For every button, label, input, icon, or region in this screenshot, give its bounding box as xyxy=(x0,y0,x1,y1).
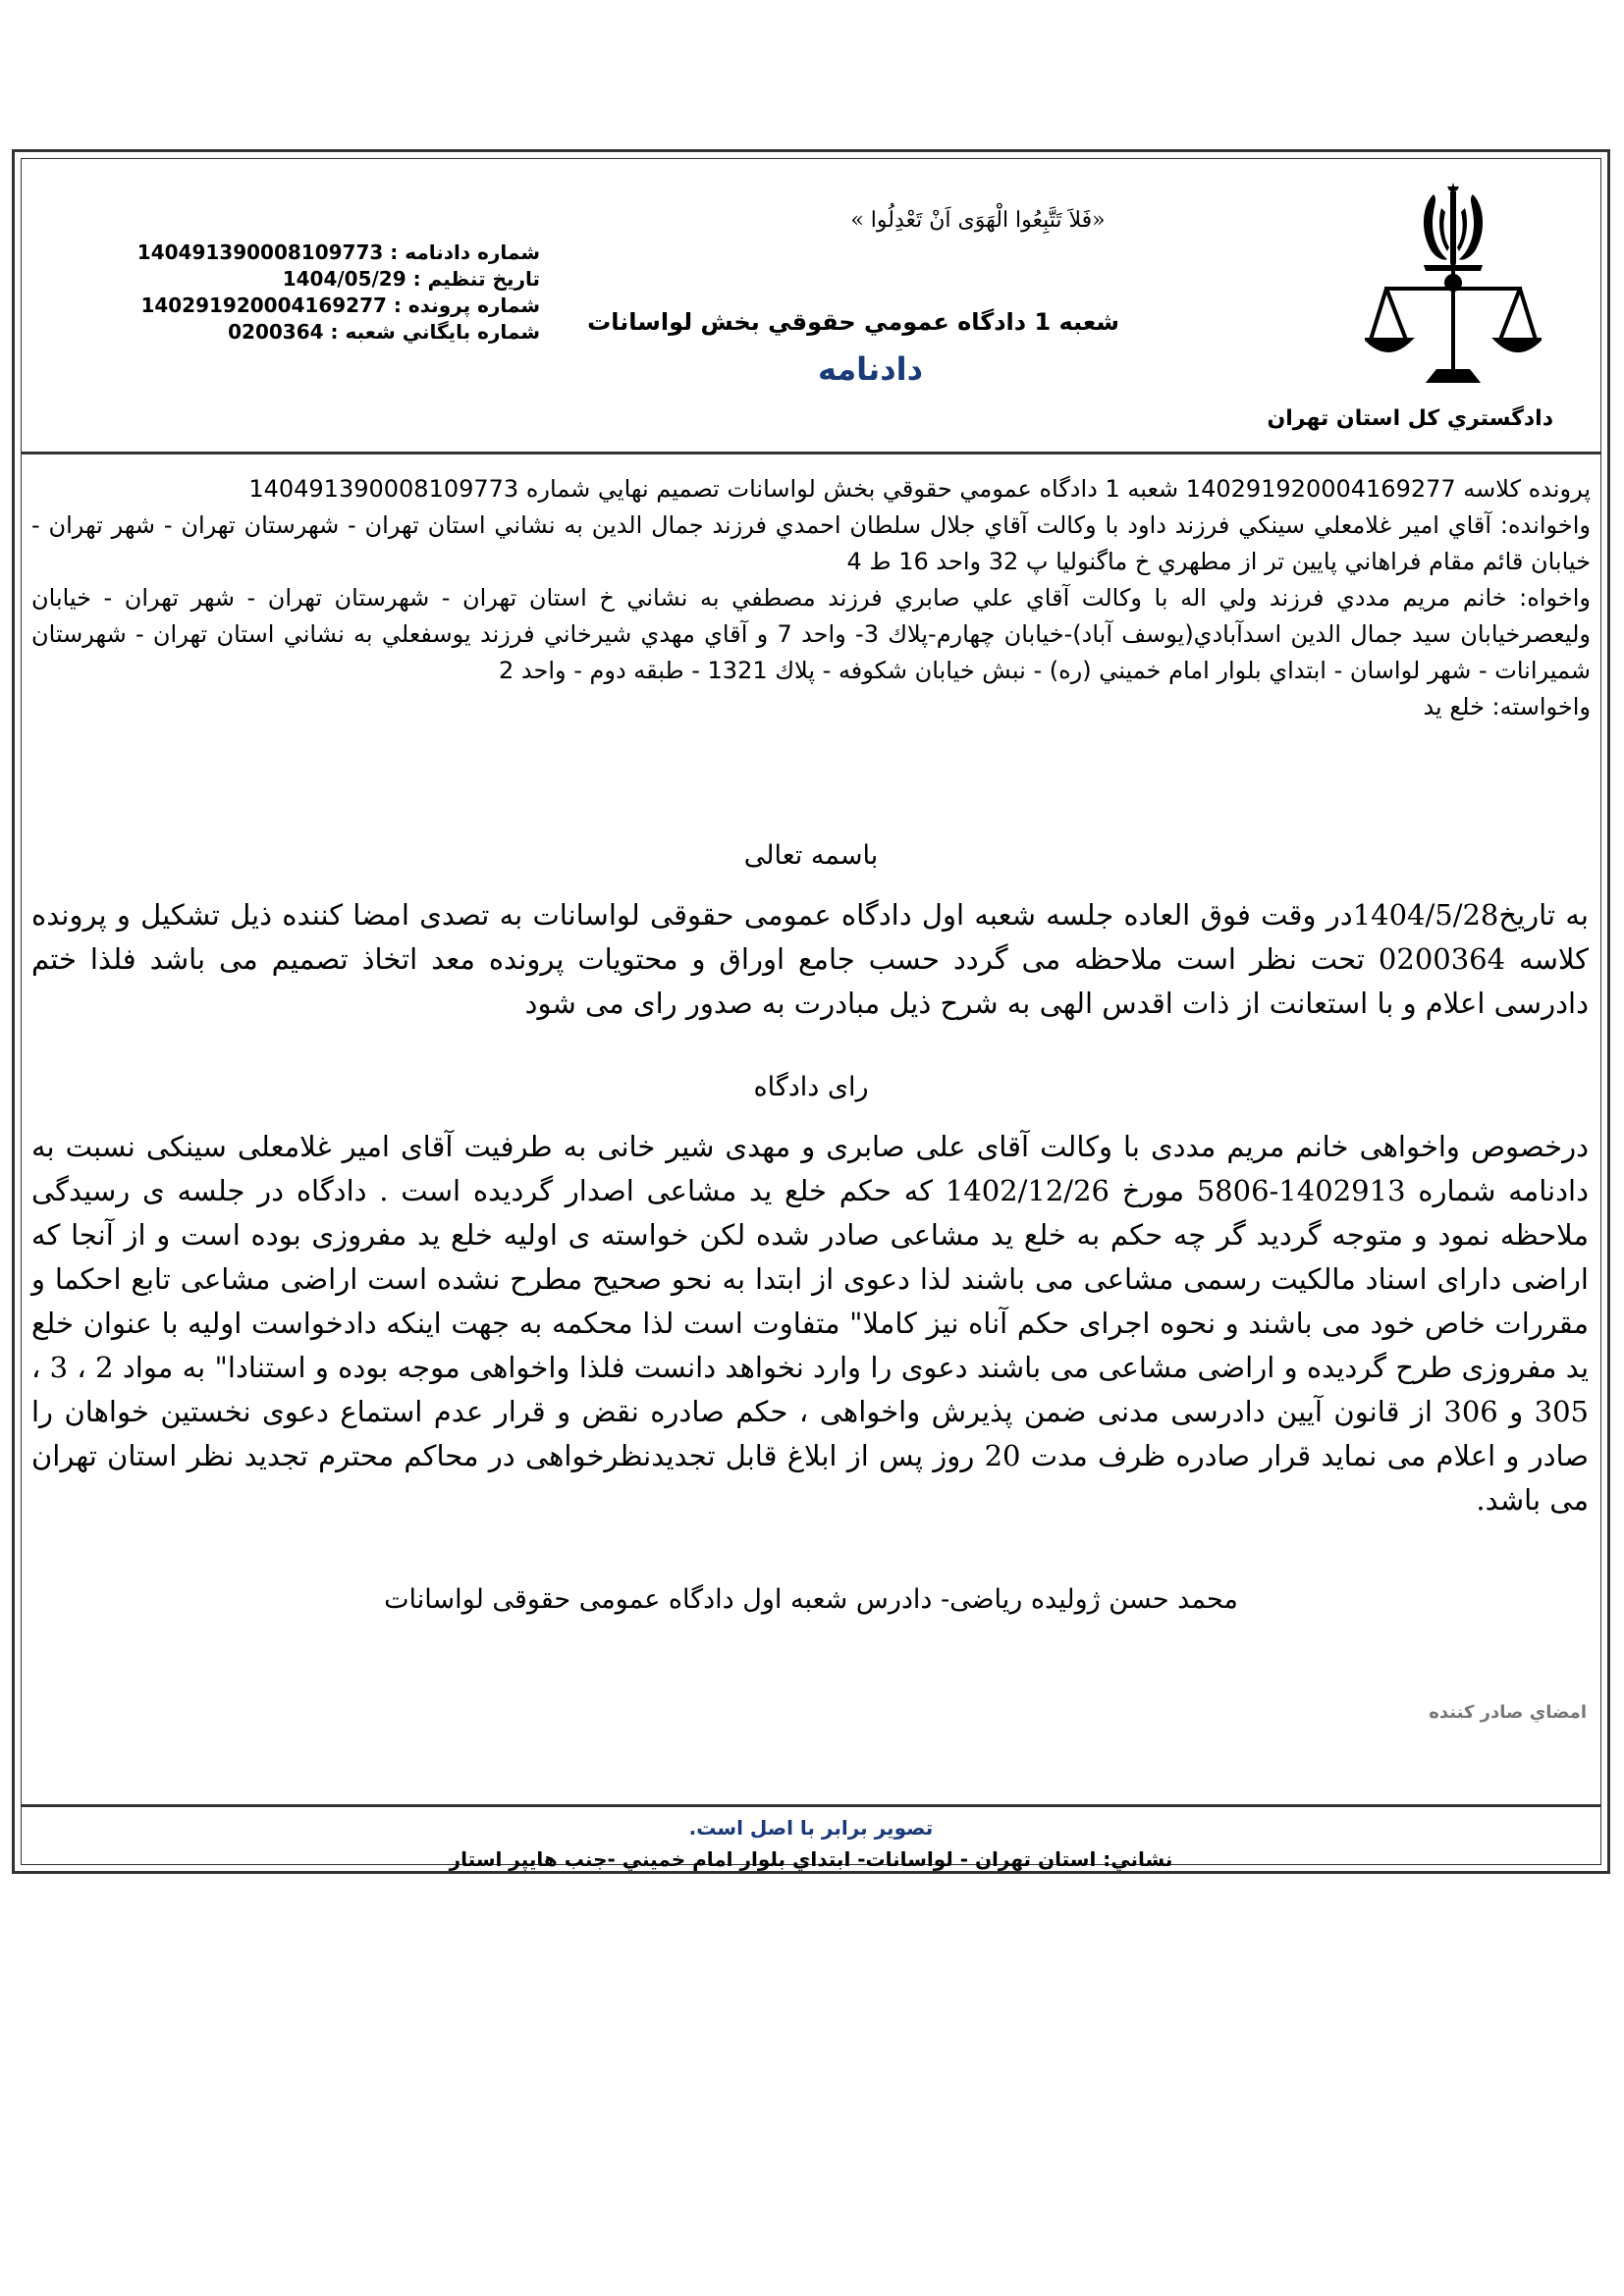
document-metadata xyxy=(137,240,540,346)
meta-row-case-number xyxy=(137,293,540,319)
meta-value: 140491390008109773 xyxy=(136,240,384,264)
meta-value: 140291920004169277 xyxy=(140,294,387,317)
ruling-intro-text: به تاریخ1404/5/28در وقت فوق العاده جلسه شعبه اول دادگاه عمومی حقوقی لواسانات به تصدی امضا کننده ذیل تشکیل و پرونده کلاسه 0200364 تحت نظر است ملاحظه می گردد حسب جامع اوراق و محتویات پرونده معد اتخاذ تصمیم می باشد فلذا ختم دادرسی اعلام و با استعانت از ذات اقدس الهی به شرح ذیل مبادرت به صدور رای می شود xyxy=(31,898,1589,1020)
claim-text: خلع يد xyxy=(1423,693,1492,721)
court-branch: شعبه 1 دادگاه عمومي حقوقي بخش لواسانات xyxy=(587,308,1119,336)
meta-label: شماره بايگاني شعبه : xyxy=(330,320,540,344)
objector-label: واخواه: xyxy=(1519,584,1591,612)
quran-verse-text: «فَلاَ تَتَّبِعُوا الْهَوَى اَنْ تَعْدِلُوا » xyxy=(850,208,1106,233)
claim-label: واخواسته: xyxy=(1491,693,1591,721)
meta-row-judgment-number xyxy=(137,240,540,266)
ruling-decision xyxy=(31,1125,1589,1522)
respondent-text: آقاي امير غلامعلي سينكي فرزند داود با وكالت آقاي جلال سلطان احمدي فرزند جمال الدين به نشاني استان تهران - شهرستان تهران - شهر تهران - خيابان قائم مقام فراهاني پايين تر از مطهري خ ماگنوليا پ 32 واحد 16 ط 4 xyxy=(31,511,1591,575)
header-divider xyxy=(22,452,1600,454)
ruling-intro xyxy=(31,893,1589,1026)
meta-label: تاريخ تنظيم : xyxy=(412,267,540,291)
meta-label: شماره پرونده : xyxy=(393,294,540,317)
respondent-paragraph xyxy=(31,507,1591,580)
footer-divider xyxy=(22,1804,1600,1807)
judiciary-emblem-icon xyxy=(1365,173,1542,399)
objector-paragraph xyxy=(31,580,1591,689)
ruling-heading: رای دادگاه xyxy=(753,1072,869,1102)
meta-value: 1404/05/29 xyxy=(282,267,406,291)
ruling-decision-text: درخصوص واخواهی خانم مریم مددی با وکالت آقای علی صابری و مهدی شیر خانی به طرفیت آقای امیر غلامعلی سینکی نسبت به دادنامه شماره 1402913-5806 مورخ 1402/12/26 که حکم خلع ید مشاعی اصدار گردیده است . دادگاه در جلسه ی رسیدگی ملاحظه نمود و متوجه گردید گر چه حکم به خلع ید مشاعی صادر شده لکن خواسته ی اولیه خلع ید مفروزی بوده است و از آنجا که اراضی دارای اسناد مالکیت رسمی مشاعی می باشند لذا دعوی از ابتدا به نحو صحیح مطرح نشده است اراضی مشاعی تابع احکما و مقررات خاص خود می باشند و نحوه اجرای حکم آناه نیز کاملا" متفاوت است لذا محکمه به جهت اینکه دادخواست اولیه با عنوان خلع ید مفروزی طرح گردیده و اراضی مشاعی می باشند دعوی را وارد نخواهد دانست فلذا واخواهی موجه بوده و استنادا" به مواد 2 ، 3 ، 305 و 306 از قانون آیین دادرسی مدنی ضمن پذیرش واخواهی ، حکم صادره نقض و قرار عدم استماع دعوی نخستین خواهان را صادر و اعلام می نماید قرار صادره ظرف مدت 20 روز پس از ابلاغ قابل تجدیدنظرخواهی در محاکم محترم تجدید نظر استان تهران می باشد. xyxy=(31,1130,1590,1517)
court-address: نشاني: استان تهران - لواسانات- ابتداي بلوار امام خميني -جنب هايپر استار xyxy=(449,1847,1173,1871)
objector-text: خانم مريم مددي فرزند ولي اله با وكالت آقاي علي صابري فرزند مصطفي به نشاني خ استان تهران - شهرستان تهران - شهر تهران - خيابان وليعصرخيابان سيد جمال الدين اسدآبادي(يوسف آباد)-خيابان چهارم-پلاك 3- واحد 7 و آقاي مهدي شيرخاني فرزند يوسفعلي به نشاني استان تهران - شهرستان شميرانات - شهر لواسان - ابتداي بلوار امام خميني (ره) - نبش خيابان شكوفه - پلاك 1321 - طبقه دوم - واحد 2 xyxy=(31,584,1592,684)
agency-name: دادگستري كل استان تهران xyxy=(1267,406,1553,431)
meta-row-archive-number xyxy=(137,319,540,346)
certified-copy-note: تصوير برابر با اصل است. xyxy=(688,1816,934,1840)
invocation: باسمه تعالی xyxy=(743,840,879,871)
quran-verse xyxy=(22,208,1600,233)
signature-label: امضاي صادر كننده xyxy=(1429,1702,1587,1723)
meta-row-issue-date xyxy=(137,266,540,293)
meta-value: 0200364 xyxy=(228,320,324,344)
case-line: پرونده كلاسه 140291920004169277 شعبه 1 دادگاه عمومي حقوقي بخش لواسانات تصميم نهايي شماره 140491390008109773 xyxy=(248,475,1591,503)
meta-label: شماره دادنامه : xyxy=(390,240,540,264)
document-inner-border xyxy=(21,158,1601,1871)
parties-block xyxy=(31,471,1591,725)
document-frame xyxy=(12,149,1610,1874)
respondent-label: واخوانده: xyxy=(1499,511,1591,539)
judge-signature-line: محمد حسن ژولیده ریاضی- دادرس شعبه اول دادگاه عمومی حقوقی لواسانات xyxy=(384,1584,1238,1615)
claim-paragraph xyxy=(31,689,1591,725)
document-title: دادنامه xyxy=(817,350,923,388)
